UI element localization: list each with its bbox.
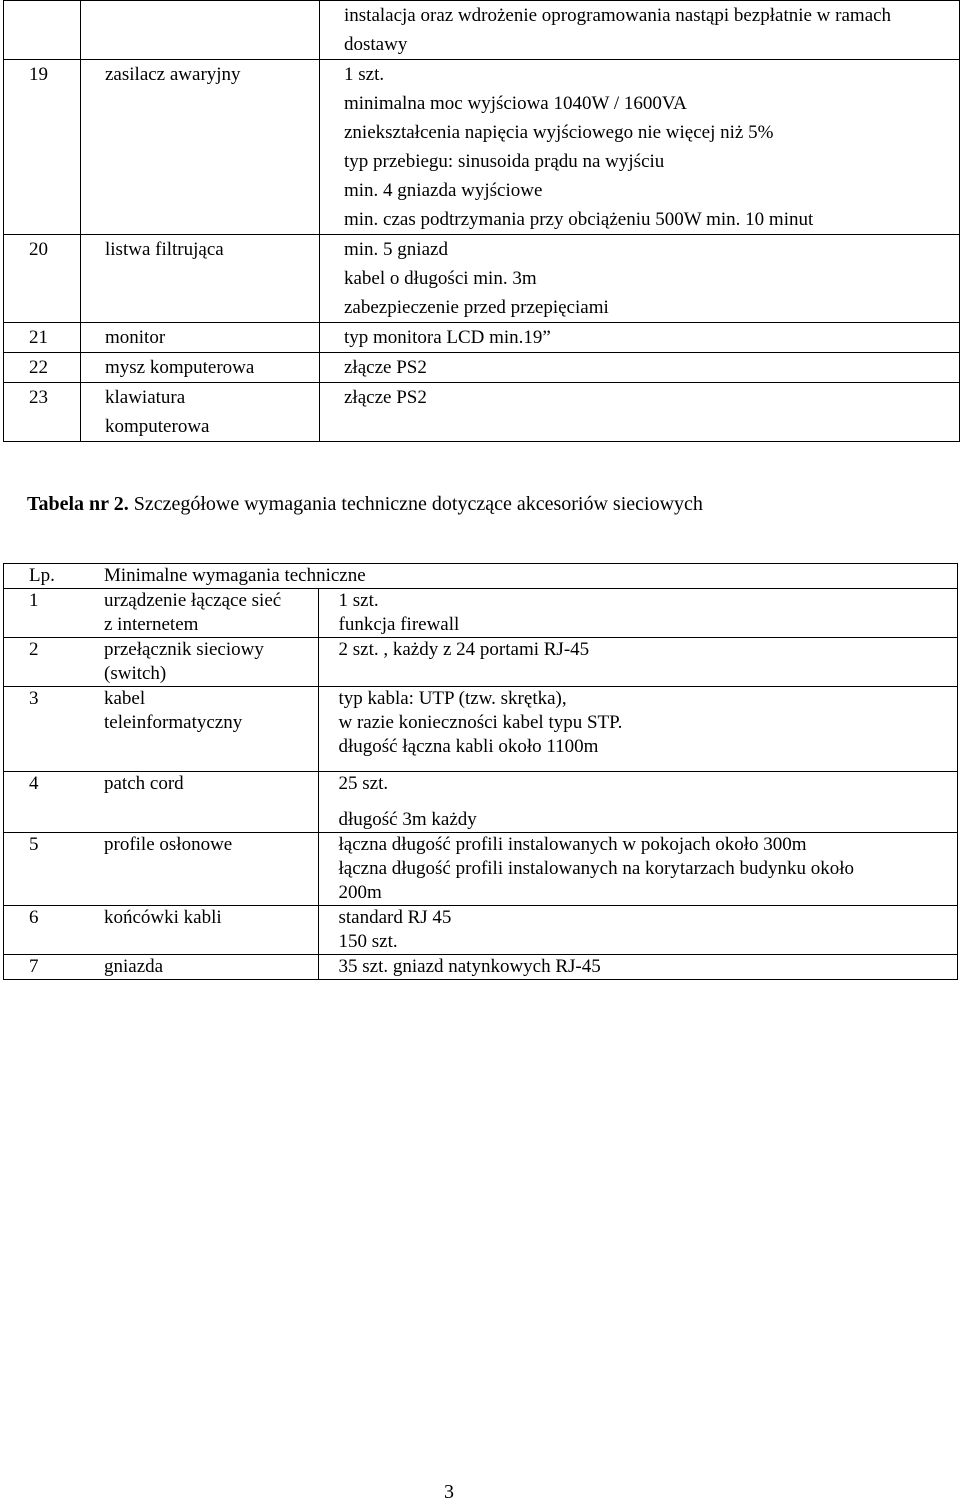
table-row — [4, 60, 960, 235]
table-row — [4, 906, 958, 955]
spec-line: typ monitora LCD min.19” — [344, 327, 551, 348]
spec-line: 150 szt. — [338, 931, 398, 952]
spec-line: zniekształcenia napięcia wyjściowego nie więcej niż 5% — [344, 122, 774, 143]
spec-line: 1 szt. — [338, 590, 379, 611]
item-specs-cell — [320, 1, 960, 60]
item-specs-cell — [318, 772, 958, 833]
item-name-cell: przełącznik sieciowy (switch) — [80, 638, 318, 687]
table-row — [4, 955, 958, 980]
row-number-cell: 23 — [4, 383, 81, 442]
item-specs-cell — [320, 323, 960, 353]
table-row — [4, 353, 960, 383]
item-specs-cell — [318, 589, 958, 638]
spec-line: typ przebiegu: sinusoida prądu na wyjściu — [344, 151, 665, 172]
table-row — [4, 235, 960, 323]
spec-line: 2 szt. , każdy z 24 portami RJ-45 — [338, 639, 590, 660]
spec-line: kabel o długości min. 3m — [344, 268, 537, 289]
spec-line: długość 3m każdy — [338, 809, 477, 830]
table-row — [4, 772, 958, 833]
row-number-cell: 20 — [4, 235, 81, 323]
spec-line: min. 5 gniazd — [344, 239, 448, 260]
spec-line: w razie konieczności kabel typu STP. — [338, 712, 623, 733]
item-name-cell: listwa filtrująca — [81, 235, 320, 323]
table-row — [4, 638, 958, 687]
item-name-cell: zasilacz awaryjny — [81, 60, 320, 235]
row-number-cell: 1 — [4, 589, 81, 638]
row-number-cell — [4, 1, 81, 60]
row-number-cell: 6 — [4, 906, 81, 955]
item-name-cell — [81, 1, 320, 60]
row-number-cell: 3 — [4, 687, 81, 772]
item-name-cell: urządzenie łączące sieć z internetem — [80, 589, 318, 638]
item-specs-cell — [320, 60, 960, 235]
table-row — [4, 687, 958, 772]
spec-line: 25 szt. — [338, 773, 389, 794]
row-number-cell: 5 — [4, 833, 81, 906]
spec-line: 1 szt. — [344, 64, 385, 85]
header-empty-cell — [318, 564, 958, 589]
spec-line: łączna długość profili instalowanych na korytarzach budynku około — [338, 858, 854, 879]
spec-line: instalacja oraz wdrożenie oprogramowania nastąpi bezpłatnie w ramach — [344, 5, 892, 26]
item-name-cell: mysz komputerowa — [81, 353, 320, 383]
table-row — [4, 323, 960, 353]
spec-line: 200m — [338, 882, 382, 903]
spec-line: min. czas podtrzymania przy obciążeniu 500W min. 10 minut — [344, 209, 814, 230]
spec-line: min. 4 gniazda wyjściowe — [344, 180, 543, 201]
spec-line: typ kabla: UTP (tzw. skrętka), — [338, 688, 567, 709]
header-title-cell: Minimalne wymagania techniczne — [80, 564, 318, 589]
row-number-cell: 19 — [4, 60, 81, 235]
row-number-cell: 7 — [4, 955, 81, 980]
item-specs-cell — [318, 638, 958, 687]
spec-line: zabezpieczenie przed przepięciami — [344, 297, 609, 318]
requirements-table-1 — [3, 0, 960, 442]
table-caption — [27, 490, 703, 518]
spec-line: złącze PS2 — [344, 357, 427, 378]
row-number-cell: 2 — [4, 638, 81, 687]
spec-line: minimalna moc wyjściowa 1040W / 1600VA — [344, 93, 687, 114]
spec-line: standard RJ 45 — [338, 907, 452, 928]
item-specs-cell — [318, 687, 958, 772]
item-specs-cell — [318, 833, 958, 906]
item-specs-cell — [320, 383, 960, 442]
table-row — [4, 1, 960, 60]
table-header-row — [4, 564, 958, 589]
requirements-table-2 — [3, 563, 958, 980]
row-number-cell: 22 — [4, 353, 81, 383]
row-number-cell: 4 — [4, 772, 81, 833]
spec-line: dostawy — [344, 34, 408, 55]
caption-label: Tabela nr 2. — [27, 493, 129, 515]
item-name-cell: kabel teleinformatyczny — [80, 687, 318, 772]
item-name-cell: gniazda — [80, 955, 318, 980]
caption-text: Szczegółowe wymagania techniczne dotyczące akcesoriów sieciowych — [133, 493, 703, 515]
spec-line: łączna długość profili instalowanych w pokojach około 300m — [338, 834, 807, 855]
item-specs-cell — [318, 906, 958, 955]
spec-line: 35 szt. gniazd natynkowych RJ-45 — [338, 956, 601, 977]
spec-line: złącze PS2 — [344, 387, 427, 408]
item-name-cell: końcówki kabli — [80, 906, 318, 955]
spec-line: długość łączna kabli około 1100m — [338, 736, 599, 757]
item-specs-cell — [320, 353, 960, 383]
header-number-cell: Lp. — [4, 564, 81, 589]
page-number: 3 — [444, 1481, 454, 1503]
row-number-cell: 21 — [4, 323, 81, 353]
table-row — [4, 383, 960, 442]
spec-line: funkcja firewall — [338, 614, 460, 635]
item-name-cell: profile osłonowe — [80, 833, 318, 906]
table-row — [4, 833, 958, 906]
item-specs-cell — [320, 235, 960, 323]
item-specs-cell — [318, 955, 958, 980]
item-name-cell: patch cord — [80, 772, 318, 833]
item-name-cell: monitor — [81, 323, 320, 353]
table-row — [4, 589, 958, 638]
item-name-cell: klawiatura komputerowa — [81, 383, 320, 442]
